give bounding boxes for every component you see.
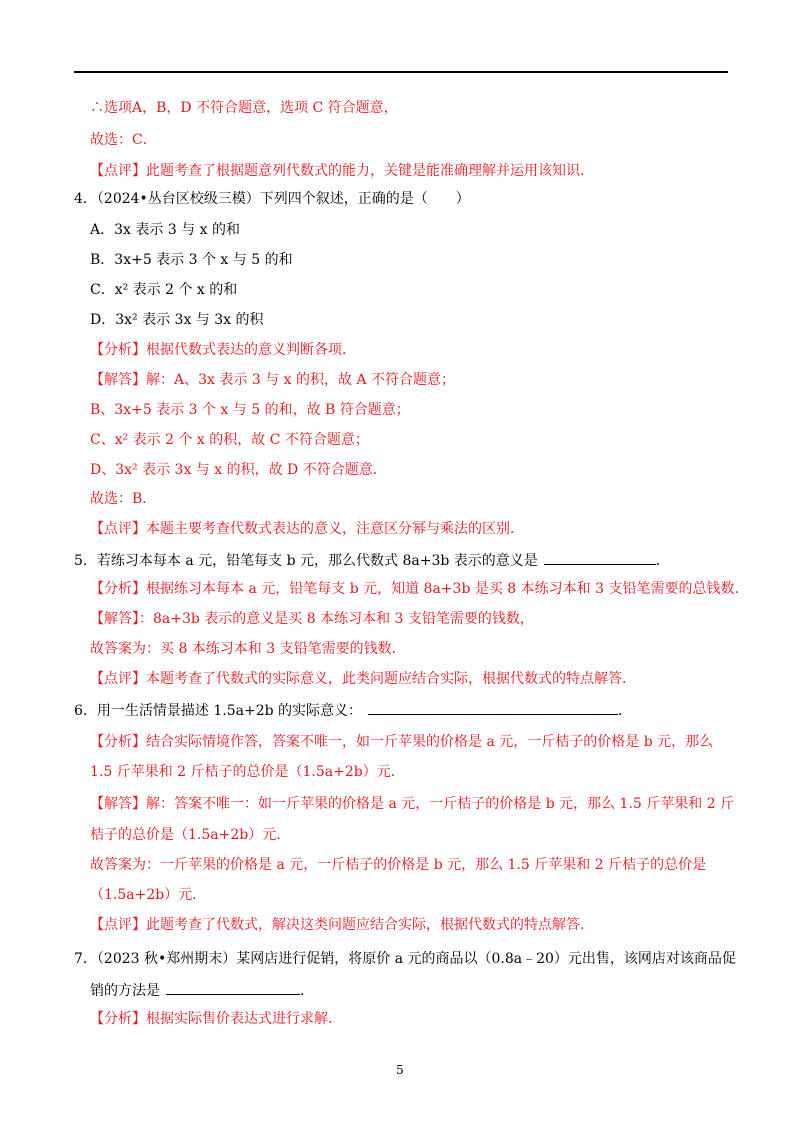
solution-line: 桔子的总价是（1.5a+2b）元． <box>90 827 291 843</box>
question-7: 7．（2023 秋•郑州期末）某网店进行促销，将原价 a 元的商品以（0.8a﹣20）元出售，该网店对该商品促 <box>74 951 736 967</box>
answer-line: （1.5a+2b）元． <box>90 887 207 903</box>
question-7-cont <box>90 980 314 1000</box>
answer-blank <box>368 700 618 715</box>
option-c: C．x² 表示 2 个 x 的和 <box>90 282 238 298</box>
solution-line: ∴选项A，B，D 不符合题意，选项 C 符合题意， <box>90 100 398 116</box>
comment-line: 【点评】此题考查了根据题意列代数式的能力，关键是能准确理解并运用该知识． <box>90 163 594 179</box>
answer-line: 故选：B． <box>90 491 157 507</box>
header-rule <box>74 71 728 73</box>
analysis-line: 【分析】根据实际售价表达式进行求解． <box>90 1011 342 1027</box>
analysis-line: 【分析】结合实际情境作答，答案不唯一，如一斤苹果的价格是 a 元，一斤桔子的价格是 b 元，那么 <box>90 734 714 750</box>
comment-line: 【点评】本题主要考查代数式表达的意义，注意区分幂与乘法的区别． <box>90 521 524 537</box>
question-7-text: 销的方法是 <box>90 983 160 999</box>
solution-line: B、3x+5 表示 3 个 x 与 5 的和，故 B 符合题意； <box>90 402 410 418</box>
solution-line: 【解答】解：A、3x 表示 3 与 x 的积，故 A 不符合题意； <box>90 372 455 388</box>
solution-line: 【解答】解：答案不唯一：如一斤苹果的价格是 a 元，一斤桔子的价格是 b 元，那么 1.5 斤苹果和 2 斤 <box>90 796 735 812</box>
answer-blank <box>544 550 656 565</box>
question-6 <box>74 700 632 720</box>
analysis-line: 【分析】根据练习本每本 a 元，铅笔每支 b 元，知道 8a+3b 是买 8 本练习本和 3 支铅笔需要的总钱数． <box>90 581 749 597</box>
period: ． <box>618 703 633 719</box>
solution-line: D、3x² 表示 3x 与 x 的积，故 D 不符合题意． <box>90 462 387 478</box>
period: ． <box>300 983 314 999</box>
option-b: B．3x+5 表示 3 个 x 与 5 的和 <box>90 252 293 268</box>
page-number: 5 <box>396 1063 404 1077</box>
question-4: 4．（2024•丛台区校级三模）下列四个叙述，正确的是（ ） <box>74 191 470 207</box>
period: ． <box>655 553 670 569</box>
option-d: D．3x² 表示 3x 与 3x 的积 <box>90 312 264 328</box>
solution-line: 【解答】：8a+3b 表示的意义是买 8 本练习本和 3 支铅笔需要的钱数， <box>90 611 534 627</box>
answer-line: 故答案为：一斤苹果的价格是 a 元，一斤桔子的价格是 b 元，那么 1.5 斤苹果和 2 斤桔子的总价是 <box>90 857 707 873</box>
answer-line: 故选：C． <box>90 132 157 148</box>
question-6-text: 6．用一生活情景描述 1.5a+2b 的实际意义： <box>74 703 363 719</box>
answer-blank <box>166 980 300 995</box>
analysis-line: 【分析】根据代数式表达的意义判断各项． <box>90 342 356 358</box>
question-5-text: 5．若练习本每本 a 元，铅笔每支 b 元，那么代数式 8a+3b 表示的意义是 <box>74 553 538 569</box>
question-5 <box>74 550 670 570</box>
answer-line: 故答案为：买 8 本练习本和 3 支铅笔需要的钱数． <box>90 641 406 657</box>
analysis-line: 1.5 斤苹果和 2 斤桔子的总价是（1.5a+2b）元． <box>90 764 405 780</box>
comment-line: 【点评】本题考查了代数式的实际意义，此类问题应结合实际，根据代数式的特点解答． <box>90 671 636 687</box>
solution-line: C、x² 表示 2 个 x 的积，故 C 不符合题意； <box>90 432 369 448</box>
option-a: A．3x 表示 3 与 x 的和 <box>90 222 240 238</box>
comment-line: 【点评】此题考查了代数式，解决这类问题应结合实际，根据代数式的特点解答． <box>90 917 594 933</box>
